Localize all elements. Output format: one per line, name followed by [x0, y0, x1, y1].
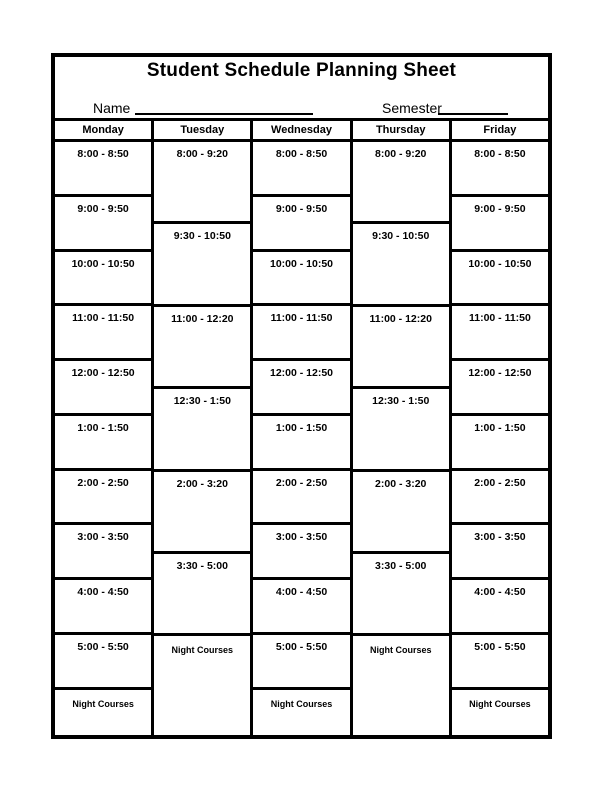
time-slot-label: 9:00 - 9:50: [77, 202, 129, 215]
time-slot-label: 12:00 - 12:50: [269, 367, 334, 379]
time-slot-label: 3:30 - 5:00: [375, 560, 427, 573]
slot-monday-10[interactable]: [55, 690, 151, 735]
slot-tuesday-6[interactable]: [154, 636, 250, 735]
slot-wednesday-6[interactable]: [253, 471, 349, 526]
day-header-friday: Friday: [483, 124, 517, 136]
time-slot-label: 2:00 - 2:50: [474, 476, 526, 489]
time-slot-label: 9:00 - 9:50: [275, 202, 328, 215]
time-slot-label: 2:00 - 3:20: [176, 477, 228, 490]
day-column-friday: [452, 142, 548, 735]
time-slot-label: 2:00 - 2:50: [275, 476, 328, 489]
slot-wednesday-2[interactable]: [253, 252, 349, 307]
slot-friday-2[interactable]: [452, 252, 548, 307]
time-slot-label: 5:00 - 5:50: [474, 640, 526, 653]
day-column-thursday: [353, 142, 452, 735]
time-slot-label: 5:00 - 5:50: [275, 640, 328, 653]
slot-tuesday-0[interactable]: [154, 142, 250, 224]
schedule-grid: [55, 142, 548, 735]
slot-thursday-4[interactable]: [353, 472, 449, 554]
slot-friday-8[interactable]: [452, 580, 548, 635]
time-slot-label: 8:00 - 8:50: [474, 148, 526, 160]
slot-tuesday-4[interactable]: [154, 472, 250, 554]
slot-friday-4[interactable]: [452, 361, 548, 416]
time-slot-label: 8:00 - 8:50: [275, 148, 328, 160]
slot-tuesday-3[interactable]: [154, 389, 250, 471]
page-title: Student Schedule Planning Sheet: [146, 60, 457, 81]
time-slot-label: 2:00 - 3:20: [375, 477, 427, 490]
time-slot-label: 11:00 - 12:20: [171, 312, 234, 325]
time-slot-label: 8:00 - 8:50: [77, 148, 129, 160]
time-slot-label: 12:30 - 1:50: [173, 395, 231, 408]
day-column-wednesday: [253, 142, 352, 735]
time-slot-label: 12:30 - 1:50: [372, 395, 430, 408]
title-block: [55, 57, 548, 118]
time-slot-label: 11:00 - 12:20: [369, 312, 432, 325]
time-slot-label: 4:00 - 4:50: [77, 586, 129, 598]
slot-thursday-0[interactable]: [353, 142, 449, 224]
time-slot-label: 1:00 - 1:50: [77, 421, 129, 434]
night-courses-label: Night Courses: [270, 698, 333, 709]
time-slot-label: 3:00 - 3:50: [77, 531, 129, 544]
time-slot-label: 10:00 - 10:50: [269, 257, 334, 270]
fields-row: [55, 98, 548, 116]
day-header-tuesday: Tuesday: [154, 121, 253, 139]
slot-thursday-3[interactable]: [353, 389, 449, 471]
time-slot-label: 9:30 - 10:50: [173, 230, 231, 243]
day-header-wednesday: Wednesday: [253, 121, 352, 139]
time-slot-label: 3:00 - 3:50: [474, 531, 526, 544]
slot-thursday-1[interactable]: [353, 224, 449, 306]
slot-wednesday-5[interactable]: [253, 416, 349, 471]
semester-label: Semester: [382, 100, 442, 116]
slot-tuesday-1[interactable]: [154, 224, 250, 306]
slot-wednesday-3[interactable]: [253, 306, 349, 361]
slot-monday-5[interactable]: [55, 416, 151, 471]
slot-monday-2[interactable]: [55, 252, 151, 307]
time-slot-label: 5:00 - 5:50: [77, 640, 129, 653]
slot-friday-1[interactable]: [452, 197, 548, 252]
slot-wednesday-0[interactable]: [253, 142, 349, 197]
time-slot-label: 4:00 - 4:50: [275, 586, 328, 598]
semester-field-line[interactable]: [438, 101, 508, 115]
time-slot-label: 11:00 - 11:50: [270, 312, 333, 325]
time-slot-label: 1:00 - 1:50: [474, 421, 526, 434]
time-slot-label: 2:00 - 2:50: [77, 476, 129, 489]
night-courses-label: Night Courses: [469, 698, 531, 709]
night-courses-label: Night Courses: [369, 645, 432, 656]
time-slot-label: 12:00 - 12:50: [71, 367, 135, 379]
slot-tuesday-5[interactable]: [154, 554, 250, 636]
slot-friday-7[interactable]: [452, 525, 548, 580]
slot-friday-9[interactable]: [452, 635, 548, 690]
slot-wednesday-8[interactable]: [253, 580, 349, 635]
slot-tuesday-2[interactable]: [154, 307, 250, 389]
slot-monday-1[interactable]: [55, 197, 151, 252]
slot-monday-0[interactable]: [55, 142, 151, 197]
slot-wednesday-4[interactable]: [253, 361, 349, 416]
slot-monday-4[interactable]: [55, 361, 151, 416]
slot-wednesday-9[interactable]: [253, 635, 349, 690]
time-slot-label: 3:00 - 3:50: [275, 531, 328, 544]
time-slot-label: 11:00 - 11:50: [468, 312, 531, 325]
night-courses-label: Night Courses: [171, 645, 234, 656]
time-slot-label: 4:00 - 4:50: [474, 586, 526, 598]
schedule-sheet: [51, 53, 552, 739]
slot-monday-3[interactable]: [55, 306, 151, 361]
name-field-line[interactable]: [135, 101, 313, 115]
time-slot-label: 10:00 - 10:50: [71, 257, 135, 270]
day-header-row: [55, 118, 548, 142]
slot-friday-6[interactable]: [452, 471, 548, 526]
day-header-thursday: Thursday: [353, 121, 452, 139]
night-courses-label: Night Courses: [72, 698, 134, 709]
slot-monday-9[interactable]: [55, 635, 151, 690]
slot-wednesday-1[interactable]: [253, 197, 349, 252]
time-slot-label: 1:00 - 1:50: [275, 421, 328, 434]
time-slot-label: 8:00 - 9:20: [375, 148, 427, 160]
day-column-tuesday: [154, 142, 253, 735]
day-column-monday: [55, 142, 154, 735]
time-slot-label: 8:00 - 9:20: [176, 148, 228, 160]
time-slot-label: 11:00 - 11:50: [72, 312, 135, 325]
slot-friday-5[interactable]: [452, 416, 548, 471]
slot-wednesday-10[interactable]: [253, 690, 349, 735]
time-slot-label: 12:00 - 12:50: [468, 367, 532, 379]
slot-thursday-2[interactable]: [353, 307, 449, 389]
slot-thursday-6[interactable]: [353, 636, 449, 735]
slot-monday-7[interactable]: [55, 525, 151, 580]
time-slot-label: 3:30 - 5:00: [176, 560, 228, 573]
slot-thursday-5[interactable]: [353, 554, 449, 636]
time-slot-label: 10:00 - 10:50: [468, 257, 532, 270]
name-label: Name: [93, 100, 131, 116]
slot-friday-0[interactable]: [452, 142, 548, 197]
slot-monday-8[interactable]: [55, 580, 151, 635]
time-slot-label: 9:00 - 9:50: [474, 202, 526, 215]
slot-friday-10[interactable]: [452, 690, 548, 735]
slot-friday-3[interactable]: [452, 306, 548, 361]
day-header-monday: Monday: [55, 121, 154, 139]
slot-wednesday-7[interactable]: [253, 525, 349, 580]
slot-monday-6[interactable]: [55, 471, 151, 526]
time-slot-label: 9:30 - 10:50: [372, 230, 430, 243]
